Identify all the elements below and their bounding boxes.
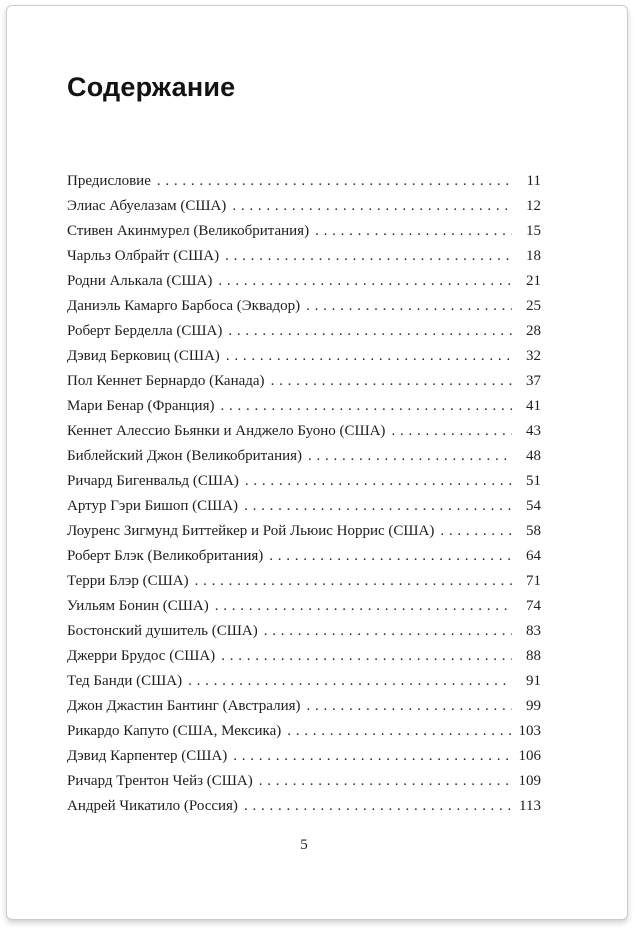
dot-leader <box>232 198 512 215</box>
dot-leader <box>245 473 512 490</box>
toc-entry-label: Дэвид Карпентер (США) <box>67 748 228 764</box>
toc-entry-label: Пол Кеннет Бернардо (Канада) <box>67 373 265 389</box>
dot-leader <box>228 323 512 340</box>
dot-leader <box>157 173 512 190</box>
toc-entry-page: 74 <box>526 598 541 614</box>
dot-leader <box>315 223 512 240</box>
toc-entry-label: Артур Гэри Бишоп (США) <box>67 498 239 514</box>
toc-entry-label: Стивен Акинмурел (Великобритания) <box>67 223 310 239</box>
toc-entry-label: Тед Банди (США) <box>67 673 183 689</box>
toc-entry <box>67 273 541 298</box>
dot-leader <box>259 773 512 790</box>
dot-leader <box>226 348 512 365</box>
toc-entry-label: Уильям Бонин (США) <box>67 598 209 614</box>
dot-leader <box>188 673 512 690</box>
toc-entry <box>67 773 541 798</box>
toc-entry <box>67 423 541 448</box>
toc-entry-page: 103 <box>518 723 541 739</box>
toc-entry <box>67 698 541 723</box>
toc-entry <box>67 673 541 698</box>
page-title: Содержание <box>67 72 236 102</box>
dot-leader <box>195 573 512 590</box>
toc-entry-label: Мари Бенар (Франция) <box>67 398 215 414</box>
toc-entry <box>67 573 541 598</box>
toc-entry <box>67 373 541 398</box>
dot-leader <box>269 548 512 565</box>
dot-leader <box>215 598 512 615</box>
toc-entry-label: Предисловие <box>67 173 151 189</box>
toc-entry-page: 15 <box>526 223 541 239</box>
toc-entry-label: Роберт Блэк (Великобритания) <box>67 548 264 564</box>
toc-entry <box>67 523 541 548</box>
toc-entry <box>67 473 541 498</box>
toc-entry <box>67 348 541 373</box>
toc-entry <box>67 398 541 423</box>
toc-entry <box>67 623 541 648</box>
toc-entry-page: 54 <box>526 498 541 514</box>
toc-entry-label: Джерри Брудос (США) <box>67 648 216 664</box>
dot-leader <box>440 523 512 540</box>
page-number: 5 <box>300 837 308 853</box>
toc-entry <box>67 173 541 198</box>
toc-entry-label: Ричард Трентон Чейз (США) <box>67 773 253 789</box>
toc-entry-page: 99 <box>526 698 541 714</box>
toc-entry-page: 91 <box>526 673 541 689</box>
toc-entry <box>67 448 541 473</box>
toc-entry-label: Даниэль Камарго Барбоса (Эквадор) <box>67 298 301 314</box>
toc-entry-page: 109 <box>518 773 541 789</box>
dot-leader <box>244 798 512 815</box>
toc-entry-page: 43 <box>526 423 541 439</box>
toc-entry <box>67 498 541 523</box>
toc-entry-page: 71 <box>526 573 541 589</box>
toc-entry <box>67 798 541 823</box>
dot-leader <box>218 273 512 290</box>
toc-entry <box>67 648 541 673</box>
book-page <box>6 5 628 920</box>
toc-entry-label: Андрей Чикатило (Россия) <box>67 798 238 814</box>
toc-entry-page: 11 <box>526 173 541 189</box>
toc-entry <box>67 223 541 248</box>
dot-leader <box>233 748 512 765</box>
toc-entry <box>67 248 541 273</box>
toc-entry-page: 25 <box>526 298 541 314</box>
toc-entry-label: Бостонский душитель (США) <box>67 623 258 639</box>
toc-entry <box>67 198 541 223</box>
toc-entry-page: 51 <box>526 473 541 489</box>
dot-leader <box>244 498 512 515</box>
dot-leader <box>225 248 512 265</box>
toc-entry-label: Чарльз Олбрайт (США) <box>67 248 220 264</box>
toc-entry-page: 32 <box>526 348 541 364</box>
toc-entry-label: Терри Блэр (США) <box>67 573 189 589</box>
dot-leader <box>306 298 512 315</box>
toc-entry-page: 88 <box>526 648 541 664</box>
dot-leader <box>220 398 512 415</box>
toc-entry-label: Родни Алькала (США) <box>67 273 213 289</box>
toc-entry-page: 12 <box>526 198 541 214</box>
toc-entry-label: Кеннет Алессио Бьянки и Анджело Буоно (США) <box>67 423 386 439</box>
toc-entry-label: Ричард Бигенвальд (США) <box>67 473 239 489</box>
toc-entry <box>67 748 541 773</box>
dot-leader <box>264 623 512 640</box>
dot-leader <box>221 648 512 665</box>
toc-entry <box>67 723 541 748</box>
dot-leader <box>308 448 512 465</box>
toc-entry <box>67 548 541 573</box>
toc-entry-page: 18 <box>526 248 541 264</box>
toc-entry <box>67 323 541 348</box>
dot-leader <box>307 698 513 715</box>
toc-entry-label: Библейский Джон (Великобритания) <box>67 448 303 464</box>
toc-entry-page: 48 <box>526 448 541 464</box>
toc-entry-page: 106 <box>518 748 541 764</box>
toc-entry-label: Роберт Берделла (США) <box>67 323 223 339</box>
toc-entry <box>67 298 541 323</box>
toc-list <box>67 173 541 823</box>
toc-entry-page: 113 <box>519 798 541 814</box>
toc-entry-page: 21 <box>526 273 541 289</box>
toc-entry-label: Лоуренс Зигмунд Биттейкер и Рой Льюис Норрис (США) <box>67 523 435 539</box>
toc-entry-page: 28 <box>526 323 541 339</box>
toc-entry-label: Джон Джастин Бантинг (Австралия) <box>67 698 301 714</box>
toc-entry-page: 64 <box>526 548 541 564</box>
toc-entry <box>67 598 541 623</box>
toc-entry-page: 41 <box>526 398 541 414</box>
toc-entry-page: 58 <box>526 523 541 539</box>
toc-entry-label: Дэвид Берковиц (США) <box>67 348 220 364</box>
toc-entry-page: 83 <box>526 623 541 639</box>
toc-entry-page: 37 <box>526 373 541 389</box>
dot-leader <box>271 373 512 390</box>
toc-entry-label: Рикардо Капуто (США, Мексика) <box>67 723 282 739</box>
dot-leader <box>287 723 512 740</box>
toc-entry-label: Элиас Абуелазам (США) <box>67 198 227 214</box>
dot-leader <box>391 423 512 440</box>
